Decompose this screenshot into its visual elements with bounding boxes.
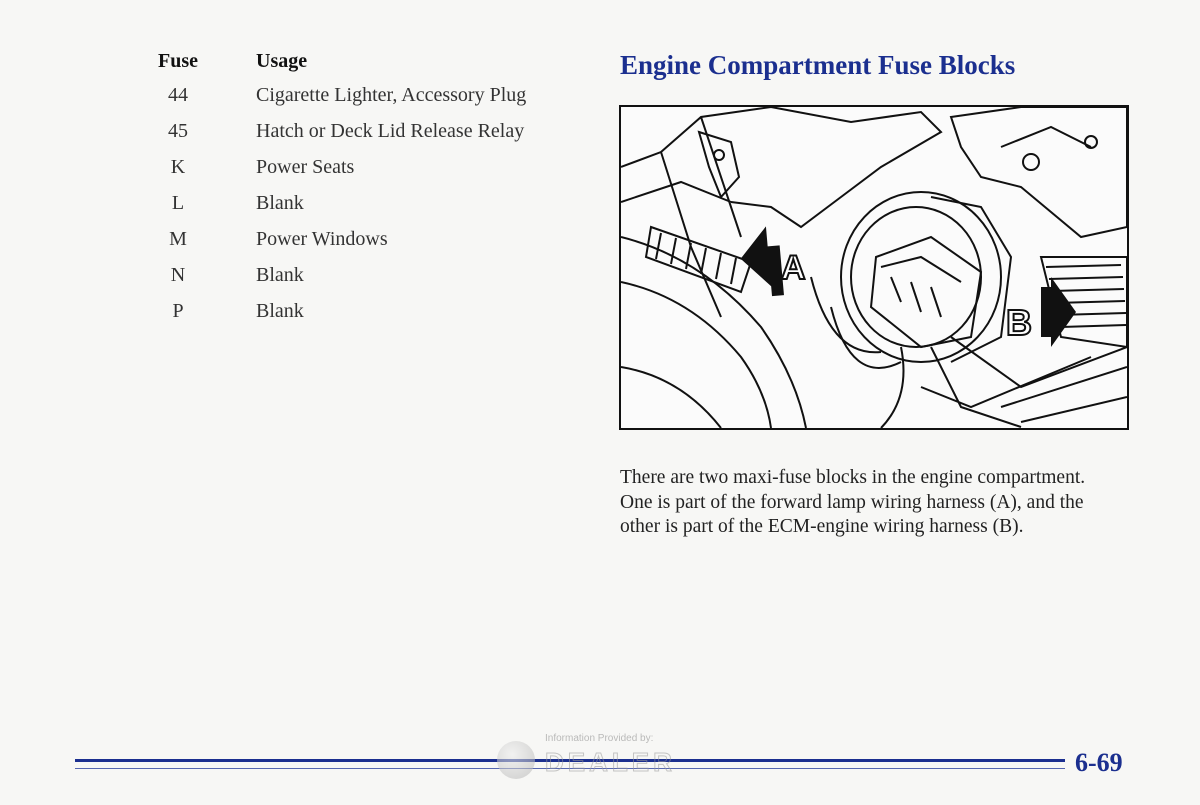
fuse-id: K (170, 155, 186, 178)
watermark-logo-text: DEALER (545, 747, 676, 777)
fuse-usage: Power Windows (256, 227, 388, 250)
table-row (100, 263, 526, 299)
fuse-column-header: Fuse (158, 50, 198, 72)
fuse-usage-table-area (100, 50, 590, 335)
fuse-id: 45 (168, 119, 188, 142)
fuse-id: N (170, 263, 186, 286)
watermark-logo-icon (497, 741, 535, 779)
callout-label-b: B (1006, 302, 1032, 343)
fuse-id: M (169, 227, 187, 250)
page-number: 6-69 (1075, 748, 1123, 777)
fuse-usage: Cigarette Lighter, Accessory Plug (256, 83, 527, 106)
table-row (100, 119, 526, 155)
fuse-usage: Hatch or Deck Lid Release Relay (256, 119, 525, 142)
fuse-usage: Blank (256, 263, 304, 286)
usage-column-header: Usage (256, 50, 308, 72)
fuse-id: L (171, 191, 185, 214)
engine-line-drawing (621, 107, 1127, 428)
fuse-usage-table (100, 50, 526, 335)
section-title: Engine Compartment Fuse Blocks (620, 50, 1016, 80)
fuse-usage: Power Seats (256, 155, 355, 178)
fuse-id: P (172, 299, 184, 322)
table-row (100, 227, 526, 263)
watermark-caption: Information Provided by: (545, 733, 654, 744)
table-row (100, 83, 526, 119)
engine-compartment-illustration (619, 105, 1129, 430)
table-header-row (100, 50, 526, 83)
fuse-usage: Blank (256, 299, 304, 322)
table-row (100, 191, 526, 227)
fuse-usage: Blank (256, 191, 304, 214)
fuse-id: 44 (168, 83, 188, 106)
table-row (100, 299, 526, 335)
callout-label-a: A (781, 249, 806, 287)
watermark (495, 733, 695, 788)
section-caption: There are two maxi-fuse blocks in the engine compartment. One is part of the forward lamp wiring harness (A), and the other is part of the ECM-engine wiring harness (B). (620, 467, 1086, 537)
table-row (100, 155, 526, 191)
